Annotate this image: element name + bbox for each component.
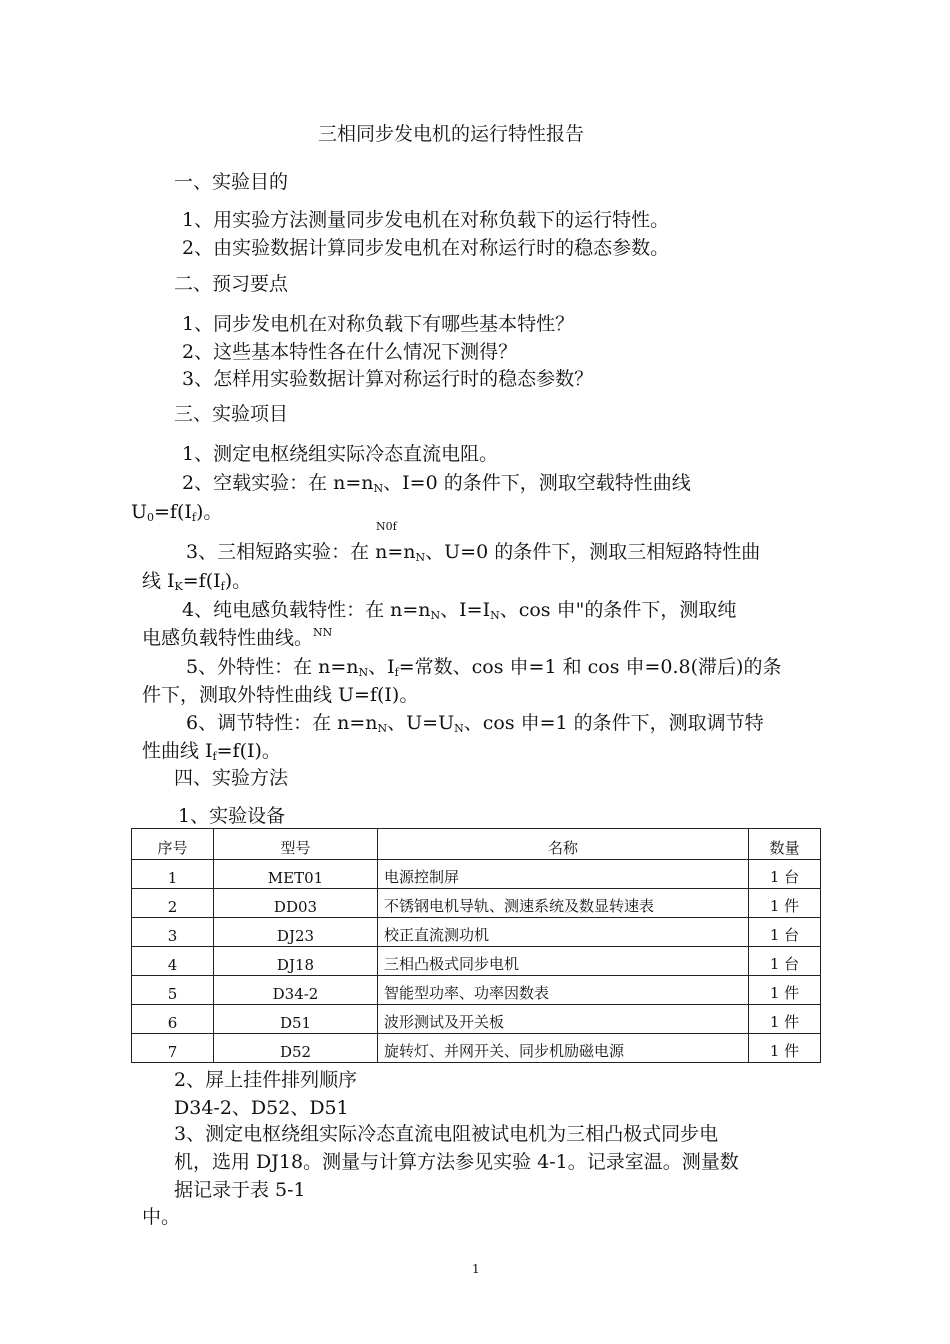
table-cell: 7 <box>132 1034 214 1063</box>
section-heading-preview: 二、预习要点 <box>174 273 289 295</box>
table-cell: D34-2 <box>214 976 378 1005</box>
table-cell: 旋转灯、并网开关、同步机励磁电源 <box>378 1034 749 1063</box>
subsection-resistance-line-3: 据记录于表 5-1 <box>174 1179 306 1201</box>
item-5-line-2: 件下，测取外特性曲线 U=f(I)。 <box>142 684 419 706</box>
table-cell: DJ18 <box>214 947 378 976</box>
table-cell: 1 件 <box>749 889 821 918</box>
table-cell: 1 件 <box>749 976 821 1005</box>
table-cell: DD03 <box>214 889 378 918</box>
table-row <box>132 947 821 976</box>
section-heading-methods: 四、实验方法 <box>174 767 289 789</box>
table-row <box>132 976 821 1005</box>
table-cell: 不锈钢电机导轨、测速系统及数显转速表 <box>378 889 749 918</box>
table-row <box>132 918 821 947</box>
subsection-panel-order: 2、屏上挂件排列顺序 <box>174 1069 358 1091</box>
preview-item-3: 3、怎样用实验数据计算对称运行时的稳态参数？ <box>182 368 594 390</box>
item-3-line-2: 线 $I_K=f(I_f)$。 <box>142 570 252 593</box>
table-cell: 6 <box>132 1005 214 1034</box>
item-2-line-1: 2、空载实验：在 $n=n_N$、I=0 的条件下，测取空载特性曲线 <box>182 472 691 495</box>
column-header: 序号 <box>132 829 214 860</box>
item-3-line-1: 3、三相短路实验：在 $n=n_N$、U=0 的条件下，测取三相短路特性曲 <box>186 541 761 564</box>
equipment-table <box>131 828 821 1063</box>
table-cell: D51 <box>214 1005 378 1034</box>
item-1: 1、测定电枢绕组实际冷态直流电阻。 <box>182 443 499 465</box>
subsection-resistance-line-2: 机，选用 DJ18。测量与计算方法参见实验 4-1。记录室温。测量数 <box>174 1151 739 1173</box>
table-cell: 智能型功率、功率因数表 <box>378 976 749 1005</box>
table-cell: 电源控制屏 <box>378 860 749 889</box>
table-cell: 1 台 <box>749 918 821 947</box>
table-cell: 4 <box>132 947 214 976</box>
table-cell: DJ23 <box>214 918 378 947</box>
column-header: 型号 <box>214 829 378 860</box>
item-4-line-1: 4、纯电感负载特性：在 $n=n_N$、$I=I_N$、cos 申"的条件下，测取纯 <box>182 599 737 622</box>
preview-item-2: 2、这些基本特性各在什么情况下测得？ <box>182 341 518 363</box>
table-cell: MET01 <box>214 860 378 889</box>
objective-item-1: 1、用实验方法测量同步发电机在对称负载下的运行特性。 <box>182 209 670 231</box>
table-cell: 3 <box>132 918 214 947</box>
table-cell: D52 <box>214 1034 378 1063</box>
section-heading-objectives: 一、实验目的 <box>174 171 289 193</box>
table-cell: 5 <box>132 976 214 1005</box>
panel-order-value: D34-2、D52、D51 <box>174 1097 349 1119</box>
table-cell: 波形测试及开关板 <box>378 1005 749 1034</box>
section-heading-items: 三、实验项目 <box>174 403 289 425</box>
page-number: 1 <box>472 1262 480 1276</box>
objective-item-2: 2、由实验数据计算同步发电机在对称运行时的稳态参数。 <box>182 237 670 259</box>
item-6-line-1: 6、调节特性：在 $n=n_N$、$U=U_N$、cos 申=1 的条件下，测取调节特 <box>186 712 764 735</box>
table-row <box>132 1034 821 1063</box>
subsection-resistance-line-4: 中。 <box>142 1206 181 1228</box>
table-cell: 1 台 <box>749 860 821 889</box>
item-2-line-2: $U_0=f(I_f)$。 <box>131 501 223 524</box>
table-row <box>132 889 821 918</box>
preview-item-1: 1、同步发电机在对称负载下有哪些基本特性？ <box>182 313 575 335</box>
table-cell: 1 <box>132 860 214 889</box>
item-4-line-2: 电感负载特性曲线。$^{NN}$ <box>142 626 333 649</box>
table-row <box>132 860 821 889</box>
item-5-line-1: 5、外特性：在 $n=n_N$、$I_f=$常数、cos 申=1 和 cos 申=0.8(滞后)的条 <box>186 656 782 679</box>
stray-subscript-label: N0f <box>376 520 397 533</box>
item-6-line-2: 性曲线 $I_f=f(I)$。 <box>142 740 281 763</box>
subsection-equipment: 1、实验设备 <box>178 805 286 827</box>
subsection-resistance-line-1: 3、测定电枢绕组实际冷态直流电阻被试电机为三相凸极式同步电 <box>174 1123 719 1145</box>
page-title: 三相同步发电机的运行特性报告 <box>318 123 585 145</box>
table-header-row <box>132 829 821 860</box>
table-cell: 三相凸极式同步电机 <box>378 947 749 976</box>
table-cell: 2 <box>132 889 214 918</box>
table-cell: 1 台 <box>749 947 821 976</box>
table-cell: 1 件 <box>749 1005 821 1034</box>
column-header: 数量 <box>749 829 821 860</box>
table-row <box>132 1005 821 1034</box>
table-cell: 校正直流测功机 <box>378 918 749 947</box>
table-cell: 1 件 <box>749 1034 821 1063</box>
column-header: 名称 <box>378 829 749 860</box>
